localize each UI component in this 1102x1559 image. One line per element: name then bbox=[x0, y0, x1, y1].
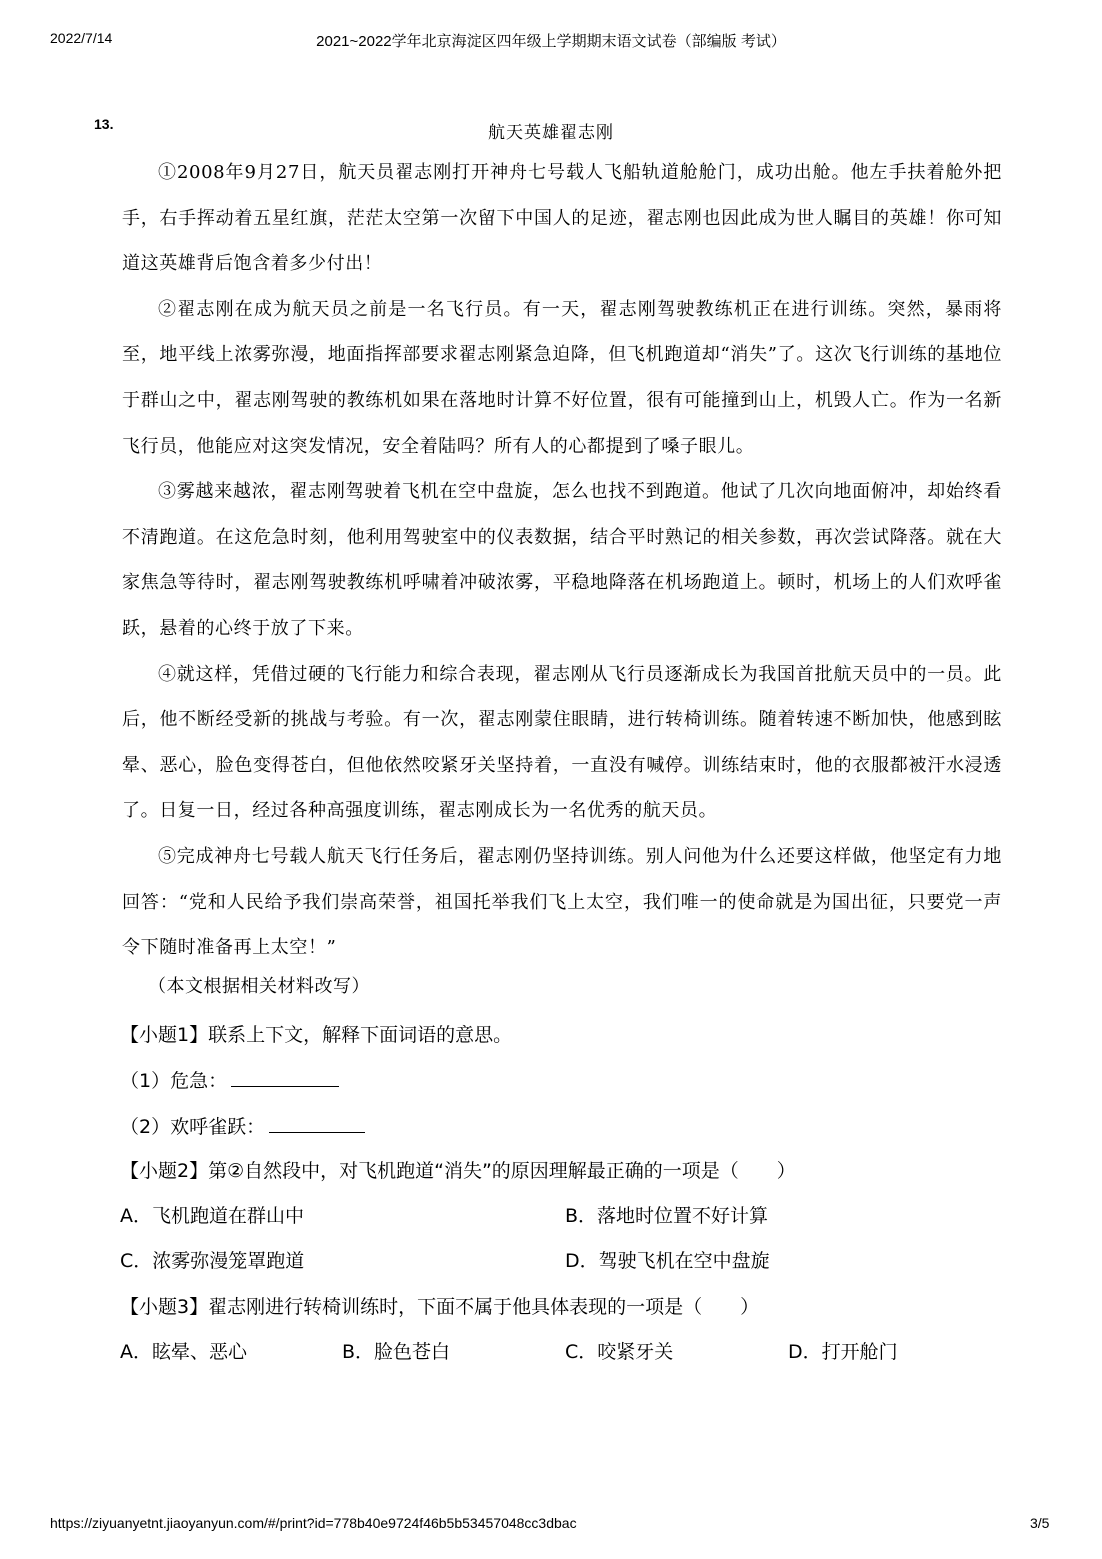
sub-question-1-stem: 【小题1】联系上下文，解释下面词语的意思。 bbox=[120, 1024, 513, 1046]
article-passage bbox=[122, 150, 1002, 971]
sub-question-3-option-c[interactable]: C．咬紧牙关 bbox=[565, 1341, 674, 1363]
page-number: 3/5 bbox=[1030, 1515, 1050, 1531]
sub-question-3-option-a[interactable]: A．眩晕、恶心 bbox=[120, 1341, 247, 1363]
sub-question-3-stem: 【小题3】翟志刚进行转椅训练时，下面不属于他具体表现的一项是（ ） bbox=[120, 1296, 760, 1318]
sub-question-2-option-c[interactable]: C．浓雾弥漫笼罩跑道 bbox=[120, 1250, 305, 1272]
item-1-label: （1）危急： bbox=[120, 1070, 228, 1092]
paragraph-5: ⑤完成神舟七号载人航天飞行任务后，翟志刚仍坚持训练。别人问他为什么还要这样做，他坚定有力地回答：“党和人民给予我们崇高荣誉，祖国托举我们飞上太空，我们唯一的使命就是为国出征，只要党一声令下随时准备再上太空！” bbox=[122, 845, 1002, 959]
paragraph-4: ④就这样，凭借过硬的飞行能力和综合表现，翟志刚从飞行员逐渐成长为我国首批航天员中的一员。此后，他不断经受新的挑战与考验。有一次，翟志刚蒙住眼睛，进行转椅训练。随着转速不断加快，他感到眩晕、恶心，脸色变得苍白，但他依然咬紧牙关坚持着，一直没有喊停。训练结束时，他的衣服都被汗水浸透了。日复一日，经过各种高强度训练，翟志刚成长为一名优秀的航天员。 bbox=[122, 663, 1002, 822]
sub-question-1-item-2 bbox=[120, 1112, 365, 1139]
paragraph-3: ③雾越来越浓，翟志刚驾驶着飞机在空中盘旋，怎么也找不到跑道。他试了几次向地面俯冲，却始终看不清跑道。在这危急时刻，他利用驾驶室中的仪表数据，结合平时熟记的相关参数，再次尝试降落。就在大家焦急等待时，翟志刚驾驶教练机呼啸着冲破浓雾，平稳地降落在机场跑道上。顿时，机场上的人们欢呼雀跃，悬着的心终于放了下来。 bbox=[122, 481, 1002, 639]
footer-url: https://ziyuanyetnt.jiaoyanyun.com/#/print?id=778b40e9724f46b5b53457048cc3dbac bbox=[50, 1515, 577, 1531]
sub-question-2-option-a[interactable]: A．飞机跑道在群山中 bbox=[120, 1205, 304, 1227]
paragraph-1: ①2008年9月27日，航天员翟志刚打开神舟七号载人飞船轨道舱舱门，成功出舱。他左手扶着舱外把手，右手挥动着五星红旗，茫茫太空第一次留下中国人的足迹，翟志刚也因此成为世人瞩目的英雄！你可知道这英雄背后饱含着多少付出！ bbox=[122, 162, 1002, 275]
article-source: （本文根据相关材料改写） bbox=[148, 976, 370, 997]
paragraph-2: ②翟志刚在成为航天员之前是一名飞行员。有一天，翟志刚驾驶教练机正在进行训练。突然，暴雨将至，地平线上浓雾弥漫，地面指挥部要求翟志刚紧急迫降，但飞机跑道却“消失”了。这次飞行训练的基地位于群山之中，翟志刚驾驶的教练机如果在落地时计算不好位置，很有可能撞到山上，机毁人亡。作为一名新飞行员，他能应对这突发情况，安全着陆吗？所有人的心都提到了嗓子眼儿。 bbox=[122, 298, 1002, 457]
sub-question-1-item-1 bbox=[120, 1066, 339, 1093]
article-title: 航天英雄翟志刚 bbox=[488, 123, 614, 143]
sub-question-2-stem: 【小题2】第②自然段中，对飞机跑道“消失”的原因理解最正确的一项是（ ） bbox=[120, 1160, 796, 1182]
sub-question-3-option-b[interactable]: B．脸色苍白 bbox=[342, 1341, 451, 1363]
answer-blank-2[interactable] bbox=[269, 1131, 365, 1133]
item-2-label: （2）欢呼雀跃： bbox=[120, 1116, 266, 1138]
sub-question-2-option-d[interactable]: D．驾驶飞机在空中盘旋 bbox=[565, 1250, 770, 1272]
sub-question-3-option-d[interactable]: D．打开舱门 bbox=[788, 1341, 898, 1363]
print-date: 2022/7/14 bbox=[50, 30, 113, 46]
answer-blank-1[interactable] bbox=[231, 1085, 339, 1087]
document-title: 2021~2022学年北京海淀区四年级上学期期末语文试卷（部编版 考试） bbox=[316, 33, 786, 50]
sub-question-2-option-b[interactable]: B．落地时位置不好计算 bbox=[565, 1205, 769, 1227]
question-number: 13. bbox=[94, 116, 114, 132]
